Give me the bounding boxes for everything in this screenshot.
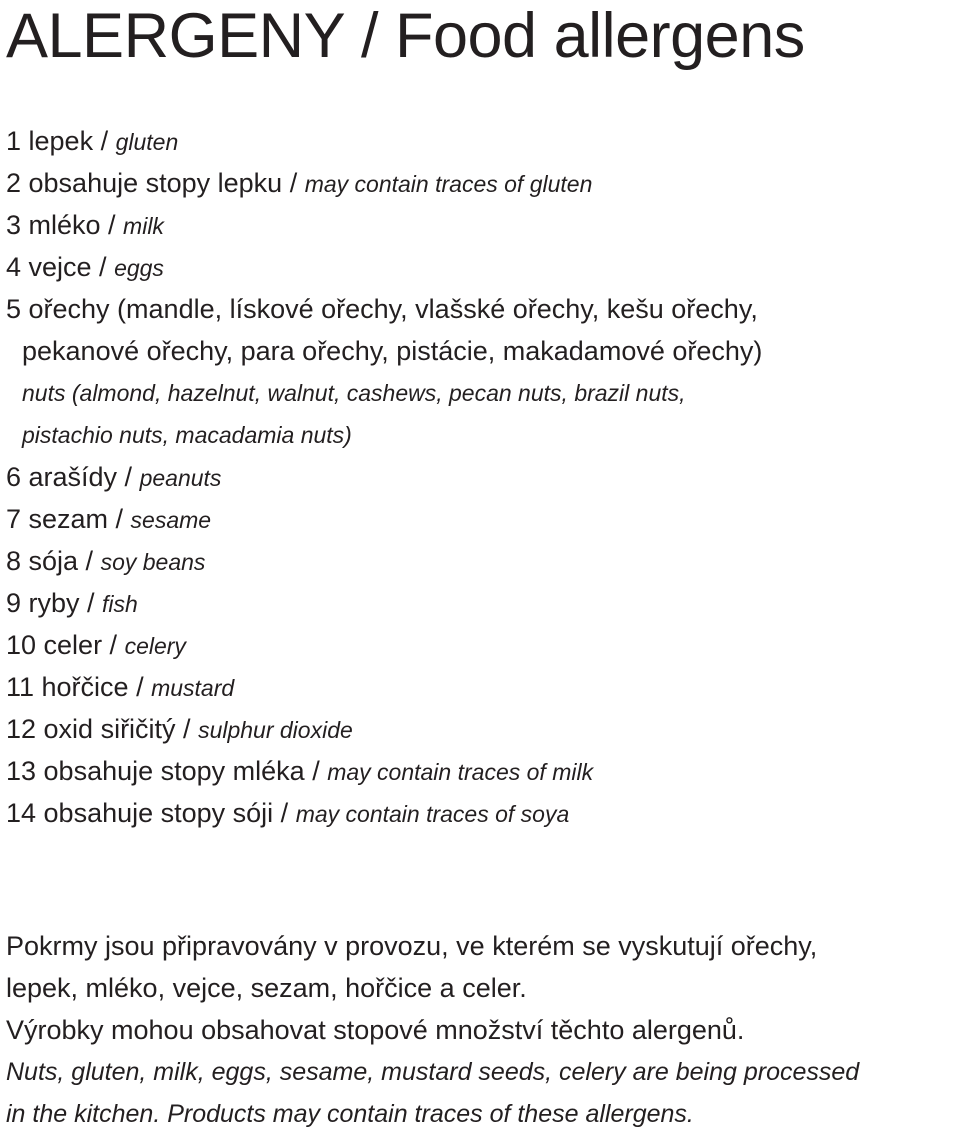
item-label-en: milk [123, 213, 164, 239]
list-item [6, 582, 762, 624]
item-label-cz: 1 lepek / [6, 126, 116, 156]
notice-line-cz: lepek, mléko, vejce, sezam, hořčice a celer. [6, 973, 527, 1003]
list-item [6, 750, 762, 792]
item-label-en: sulphur dioxide [198, 717, 353, 743]
item-label-cz: 8 sója / [6, 546, 101, 576]
item-label-cz: 7 sezam / [6, 504, 131, 534]
item-label-cz: 11 hořčice / [6, 672, 152, 702]
item-label-cz: 3 mléko / [6, 210, 124, 240]
item-label-en: pistachio nuts, macadamia nuts) [22, 422, 352, 448]
list-item [6, 120, 762, 162]
list-item [6, 162, 762, 204]
item-label-cz: 14 obsahuje stopy sóji / [6, 798, 296, 828]
list-item [6, 246, 762, 288]
list-item [6, 624, 762, 666]
item-label-cz: 9 ryby / [6, 588, 103, 618]
list-item [6, 666, 762, 708]
item-label-en: nuts (almond, hazelnut, walnut, cashews, pecan nuts, brazil nuts, [22, 380, 686, 406]
list-item [6, 456, 762, 498]
item-label-cz: 5 ořechy (mandle, lískové ořechy, vlašské ořechy, kešu ořechy, [6, 294, 758, 324]
item-label-en: sesame [130, 507, 212, 533]
list-item-continuation [6, 330, 762, 372]
list-item [6, 540, 762, 582]
item-label-en: soy beans [100, 549, 206, 575]
notice-line-cz: Pokrmy jsou připravovány v provozu, ve kterém se vyskutují ořechy, [6, 931, 818, 961]
item-label-en: may contain traces of milk [327, 759, 594, 785]
list-item [6, 498, 762, 540]
item-label-en: may contain traces of soya [295, 801, 570, 827]
kitchen-notice [6, 925, 859, 1135]
item-label-cz: pekanové ořechy, para ořechy, pistácie, makadamové ořechy) [22, 336, 763, 366]
item-label-en: peanuts [139, 465, 222, 491]
list-item [6, 708, 762, 750]
notice-line-cz: Výrobky mohou obsahovat stopové množství těchto alergenů. [6, 1015, 745, 1045]
item-label-en: mustard [151, 675, 235, 701]
allergen-list [6, 120, 762, 834]
item-label-en: may contain traces of gluten [304, 171, 593, 197]
item-label-cz: 10 celer / [6, 630, 125, 660]
list-item-translation [6, 372, 762, 414]
item-label-en: celery [124, 633, 186, 659]
list-item [6, 204, 762, 246]
item-label-cz: 6 arašídy / [6, 462, 140, 492]
item-label-cz: 2 obsahuje stopy lepku / [6, 168, 305, 198]
item-label-cz: 12 oxid siřičitý / [6, 714, 199, 744]
list-item-translation [6, 414, 762, 456]
item-label-cz: 4 vejce / [6, 252, 115, 282]
notice-line-en: in the kitchen. Products may contain traces of these allergens. [6, 1100, 694, 1128]
item-label-cz: 13 obsahuje stopy mléka / [6, 756, 328, 786]
item-label-en: eggs [114, 255, 164, 281]
item-label-en: fish [102, 591, 138, 617]
item-label-en: gluten [115, 129, 179, 155]
notice-line-en: Nuts, gluten, milk, eggs, sesame, mustard seeds, celery are being processed [6, 1058, 860, 1086]
page-title: ALERGENY / Food allergens [6, 1, 805, 71]
list-item [6, 288, 762, 330]
list-item [6, 792, 762, 834]
